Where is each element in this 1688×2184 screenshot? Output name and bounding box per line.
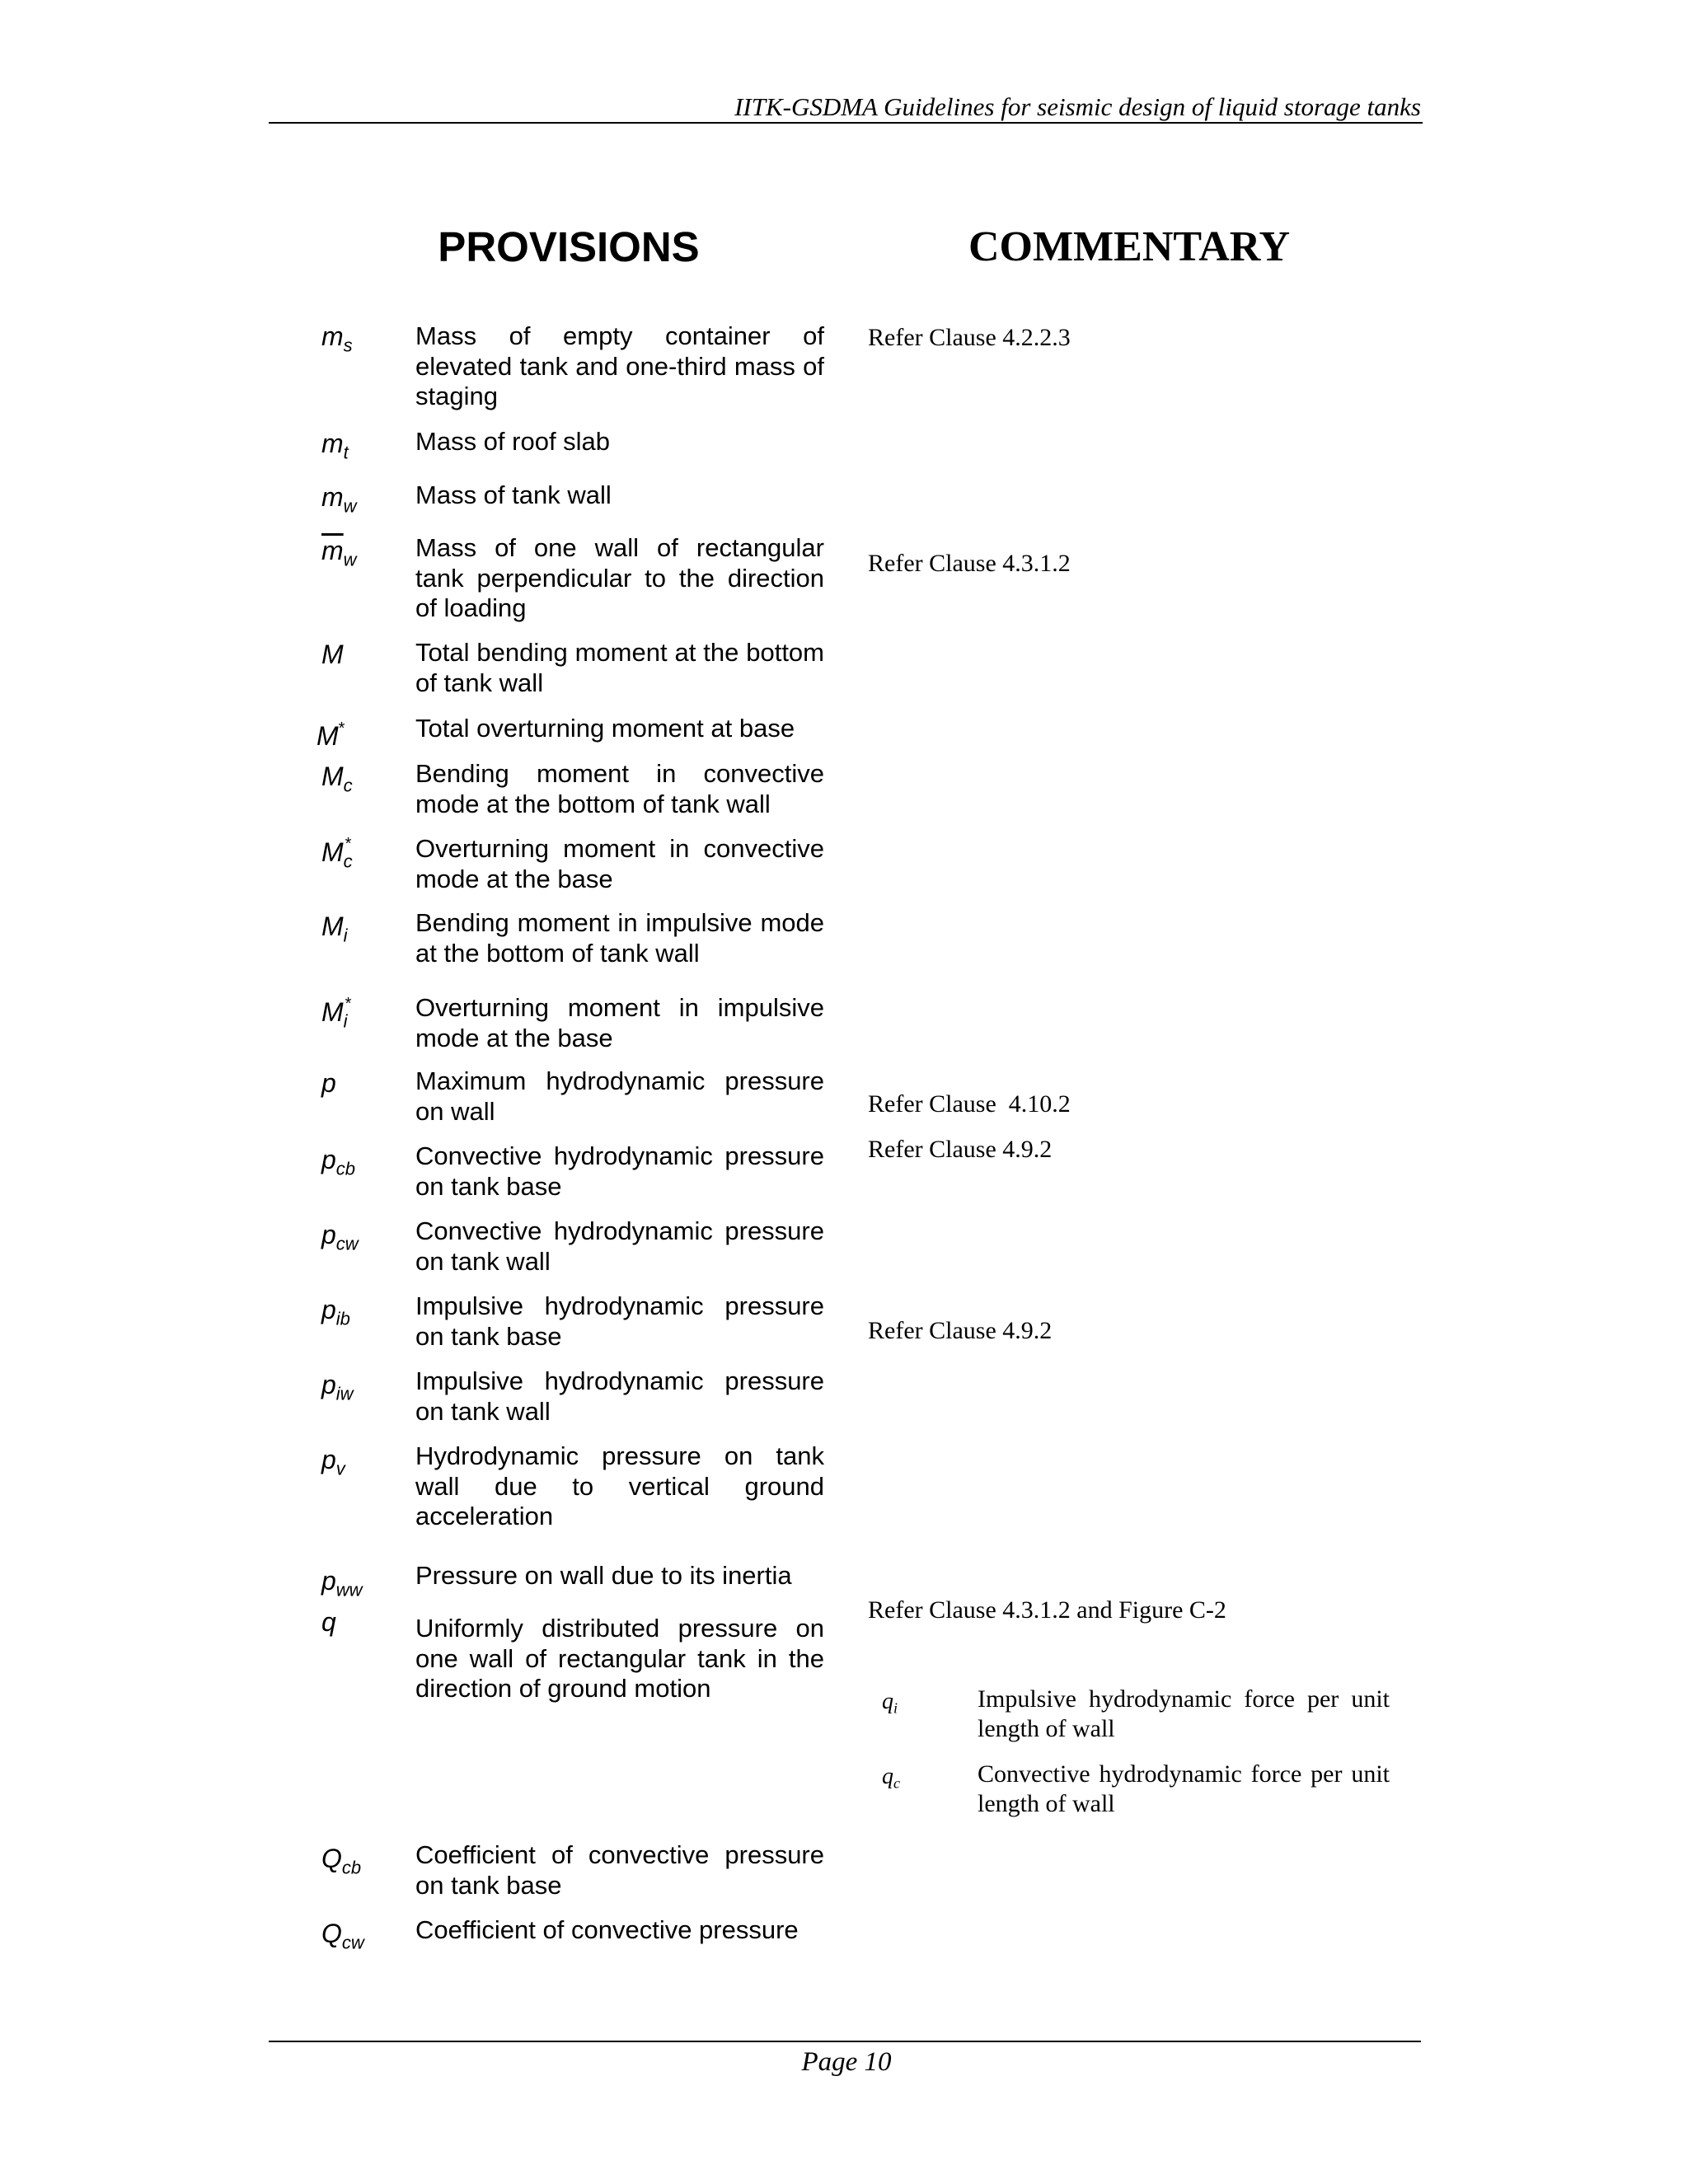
symbol-p-ww: $p_{ww}$ bbox=[321, 1566, 363, 1601]
desc-M-c-star: Overturning moment in convective mode at the base bbox=[415, 834, 824, 893]
symbol-M-i: $M_i$ bbox=[321, 912, 348, 946]
symbol-q: q bbox=[321, 1607, 336, 1637]
symbol-Q-cw: $Q_{cw}$ bbox=[321, 1919, 364, 1953]
symbol-M-star: M* bbox=[316, 719, 345, 751]
desc-m-s: Mass of empty container of elevated tank and one-third mass of staging bbox=[415, 321, 824, 410]
desc-q: Uniformly distributed pressure on one wall of rectangular tank in the direction of ground motion bbox=[415, 1614, 824, 1703]
header-rule bbox=[269, 122, 1423, 124]
running-title: IITK-GSDMA Guidelines for seismic design of liquid storage tanks bbox=[734, 92, 1421, 121]
desc-p-iw: Impulsive hydrodynamic pressure on tank wall bbox=[415, 1366, 824, 1426]
desc-m-t: Mass of roof slab bbox=[415, 427, 611, 456]
desc-p-ww: Pressure on wall due to its inertia bbox=[415, 1561, 792, 1590]
desc-p-cw: Convective hydrodynamic pressure on tank wall bbox=[415, 1216, 824, 1276]
symbol-Q-cb: $Q_{cb}$ bbox=[321, 1844, 362, 1878]
commentary-ref: Refer Clause 4.9.2 bbox=[868, 1317, 1053, 1344]
desc-M-i-star: Overturning moment in impulsive mode at the base bbox=[415, 993, 824, 1052]
symbol-m-w: $m_w$ bbox=[321, 482, 357, 517]
symbol-M-c: $M_c$ bbox=[321, 762, 353, 796]
desc-m-w-bar: Mass of one wall of rectangular tank perpendicular to the direction of loading bbox=[415, 533, 824, 622]
symbol-M-i-star: $M_i$ * bbox=[321, 995, 352, 1032]
desc-M-star: Total overturning moment at base bbox=[415, 714, 795, 743]
symbol-M-c-star: $M_c$ * bbox=[321, 835, 353, 872]
commentary-ref: Refer Clause 4.2.2.3 bbox=[868, 324, 1071, 351]
symbol-m-w-bar: $\overline{m}_w$ bbox=[321, 536, 357, 570]
commentary-symbol-q-c: $q_c$ bbox=[882, 1764, 900, 1792]
desc-Q-cw: Coefficient of convective pressure bbox=[415, 1915, 799, 1944]
desc-p: Maximum hydrodynamic pressure on wall bbox=[415, 1066, 824, 1126]
symbol-m-s: $m_s$ bbox=[321, 321, 353, 356]
desc-p-cb: Convective hydrodynamic pressure on tank base bbox=[415, 1141, 824, 1201]
desc-p-v: Hydrodynamic pressure on tank wall due to vertical ground acceleration bbox=[415, 1441, 824, 1530]
commentary-ref: Refer Clause 4.9.2 bbox=[868, 1136, 1053, 1163]
symbol-p-ib: $p_{ib}$ bbox=[321, 1295, 350, 1329]
symbol-p-cw: $p_{cw}$ bbox=[321, 1220, 359, 1254]
commentary-heading: COMMENTARY bbox=[968, 223, 1291, 270]
footer-rule bbox=[269, 2041, 1421, 2042]
symbol-m-t: $m_t$ bbox=[321, 429, 349, 463]
desc-M-c: Bending moment in convective mode at the bottom of tank wall bbox=[415, 759, 824, 818]
symbol-p-cb: $p_{cb}$ bbox=[321, 1145, 356, 1179]
desc-p-ib: Impulsive hydrodynamic pressure on tank base bbox=[415, 1291, 824, 1351]
symbol-p-iw: $p_{iw}$ bbox=[321, 1370, 354, 1404]
desc-Q-cb: Coefficient of convective pressure on tank base bbox=[415, 1840, 824, 1900]
desc-M-i: Bending moment in impulsive mode at the bottom of tank wall bbox=[415, 908, 824, 968]
symbol-p-v: $p_v$ bbox=[321, 1445, 345, 1479]
commentary-desc-q-c: Convective hydrodynamic force per unit length of wall bbox=[978, 1760, 1390, 1817]
desc-m-w: Mass of tank wall bbox=[415, 480, 612, 509]
commentary-desc-q-i: Impulsive hydrodynamic force per unit length of wall bbox=[978, 1685, 1390, 1742]
commentary-symbol-q-i: $q_i$ bbox=[882, 1689, 898, 1717]
desc-M: Total bending moment at the bottom of tank wall bbox=[415, 638, 824, 697]
commentary-ref: Refer Clause 4.3.1.2 bbox=[868, 550, 1071, 577]
page-number: Page 10 bbox=[801, 2047, 892, 2077]
commentary-ref: Refer Clause 4.10.2 bbox=[868, 1090, 1071, 1118]
symbol-p: p bbox=[321, 1068, 336, 1098]
symbol-M: M bbox=[321, 640, 344, 669]
commentary-ref: Refer Clause 4.3.1.2 and Figure C-2 bbox=[868, 1596, 1226, 1624]
provisions-heading: PROVISIONS bbox=[438, 223, 700, 270]
